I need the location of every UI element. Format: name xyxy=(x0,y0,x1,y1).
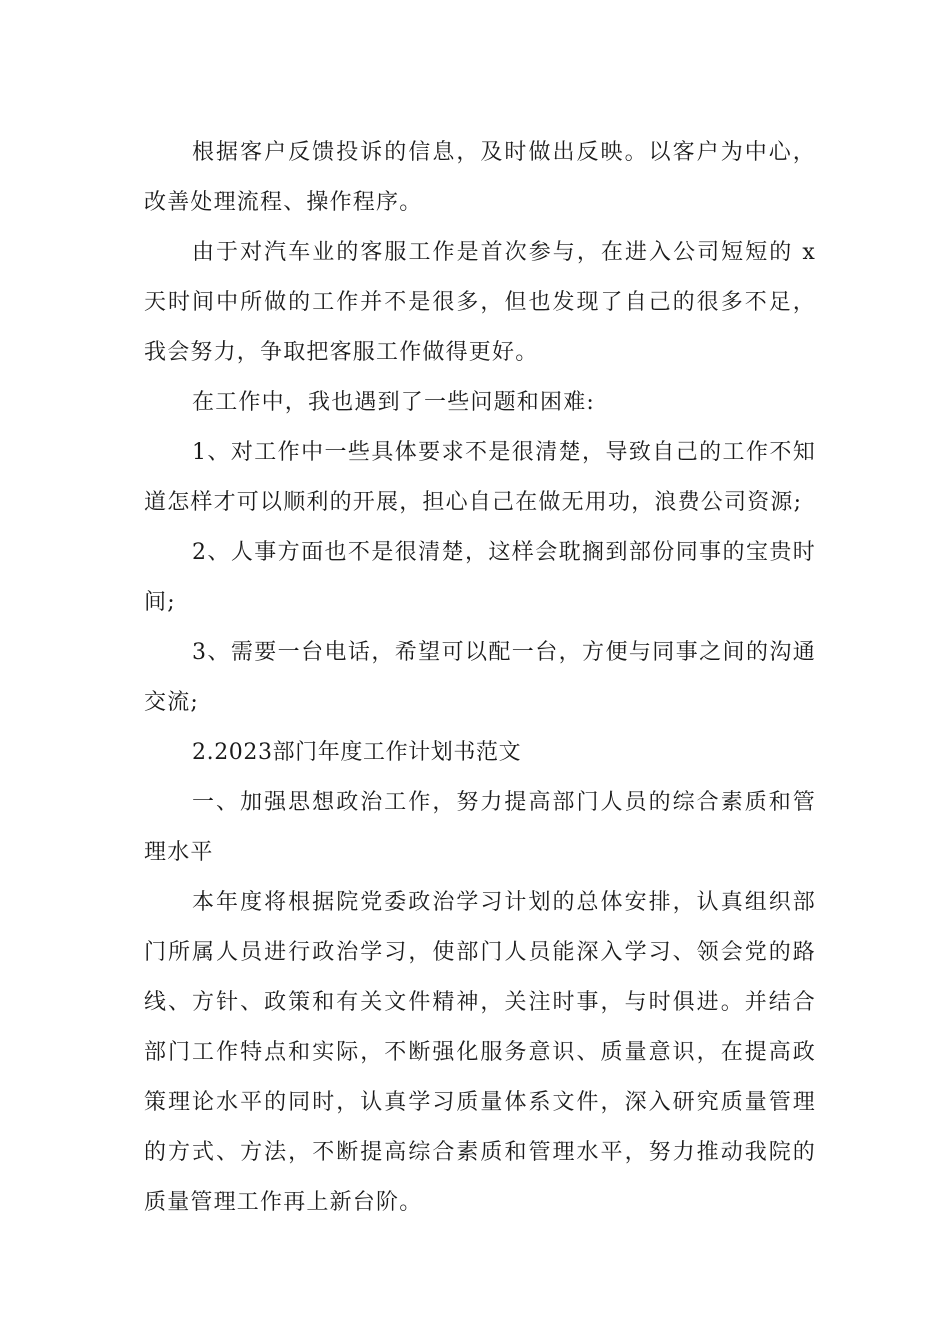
paragraph-problems-intro: 在工作中，我也遇到了一些问题和困难: xyxy=(192,390,596,415)
section-heading: 2.2023部门年度工作计划书范文 xyxy=(192,740,522,765)
paragraph-annual-plan: 本年度将根据院党委政治学习计划的总体安排，认真组织部门所属人员进行政治学习，使部门人员能深入学习、领会党的路线、方针、政策和有关文件精神，关注时事，与时俱进。并结合部门工作特点和实际，不断强化服务意识、质量意识，在提高政策理论水平的同时，认真学习质量体系文件，深入研究质量管理的方式、方法，不断提高综合素质和管理水平，努力推动我院的质量管理工作再上新台阶。 xyxy=(144,890,816,1215)
paragraph-problem-1: 1、对工作中一些具体要求不是很清楚，导致自己的工作不知道怎样才可以顺利的开展，担心自己在做无用功，浪费公司资源; xyxy=(144,440,816,515)
paragraph-problem-2: 2、人事方面也不是很清楚，这样会耽搁到部份同事的宝贵时间; xyxy=(144,540,816,615)
paragraph-customer-feedback: 根据客户反馈投诉的信息，及时做出反映。以客户为中心，改善处理流程、操作程序。 xyxy=(144,140,816,215)
paragraph-problem-3: 3、需要一台电话，希望可以配一台，方便与同事之间的沟通交流; xyxy=(144,640,816,715)
document-body xyxy=(144,128,816,1228)
paragraph-section-one-title: 一、加强思想政治工作，努力提高部门人员的综合素质和管理水平 xyxy=(144,790,816,865)
paragraph-first-participation: 由于对汽车业的客服工作是首次参与，在进入公司短短的 x 天时间中所做的工作并不是很多，但也发现了自己的很多不足，我会努力，争取把客服工作做得更好。 xyxy=(144,240,816,365)
